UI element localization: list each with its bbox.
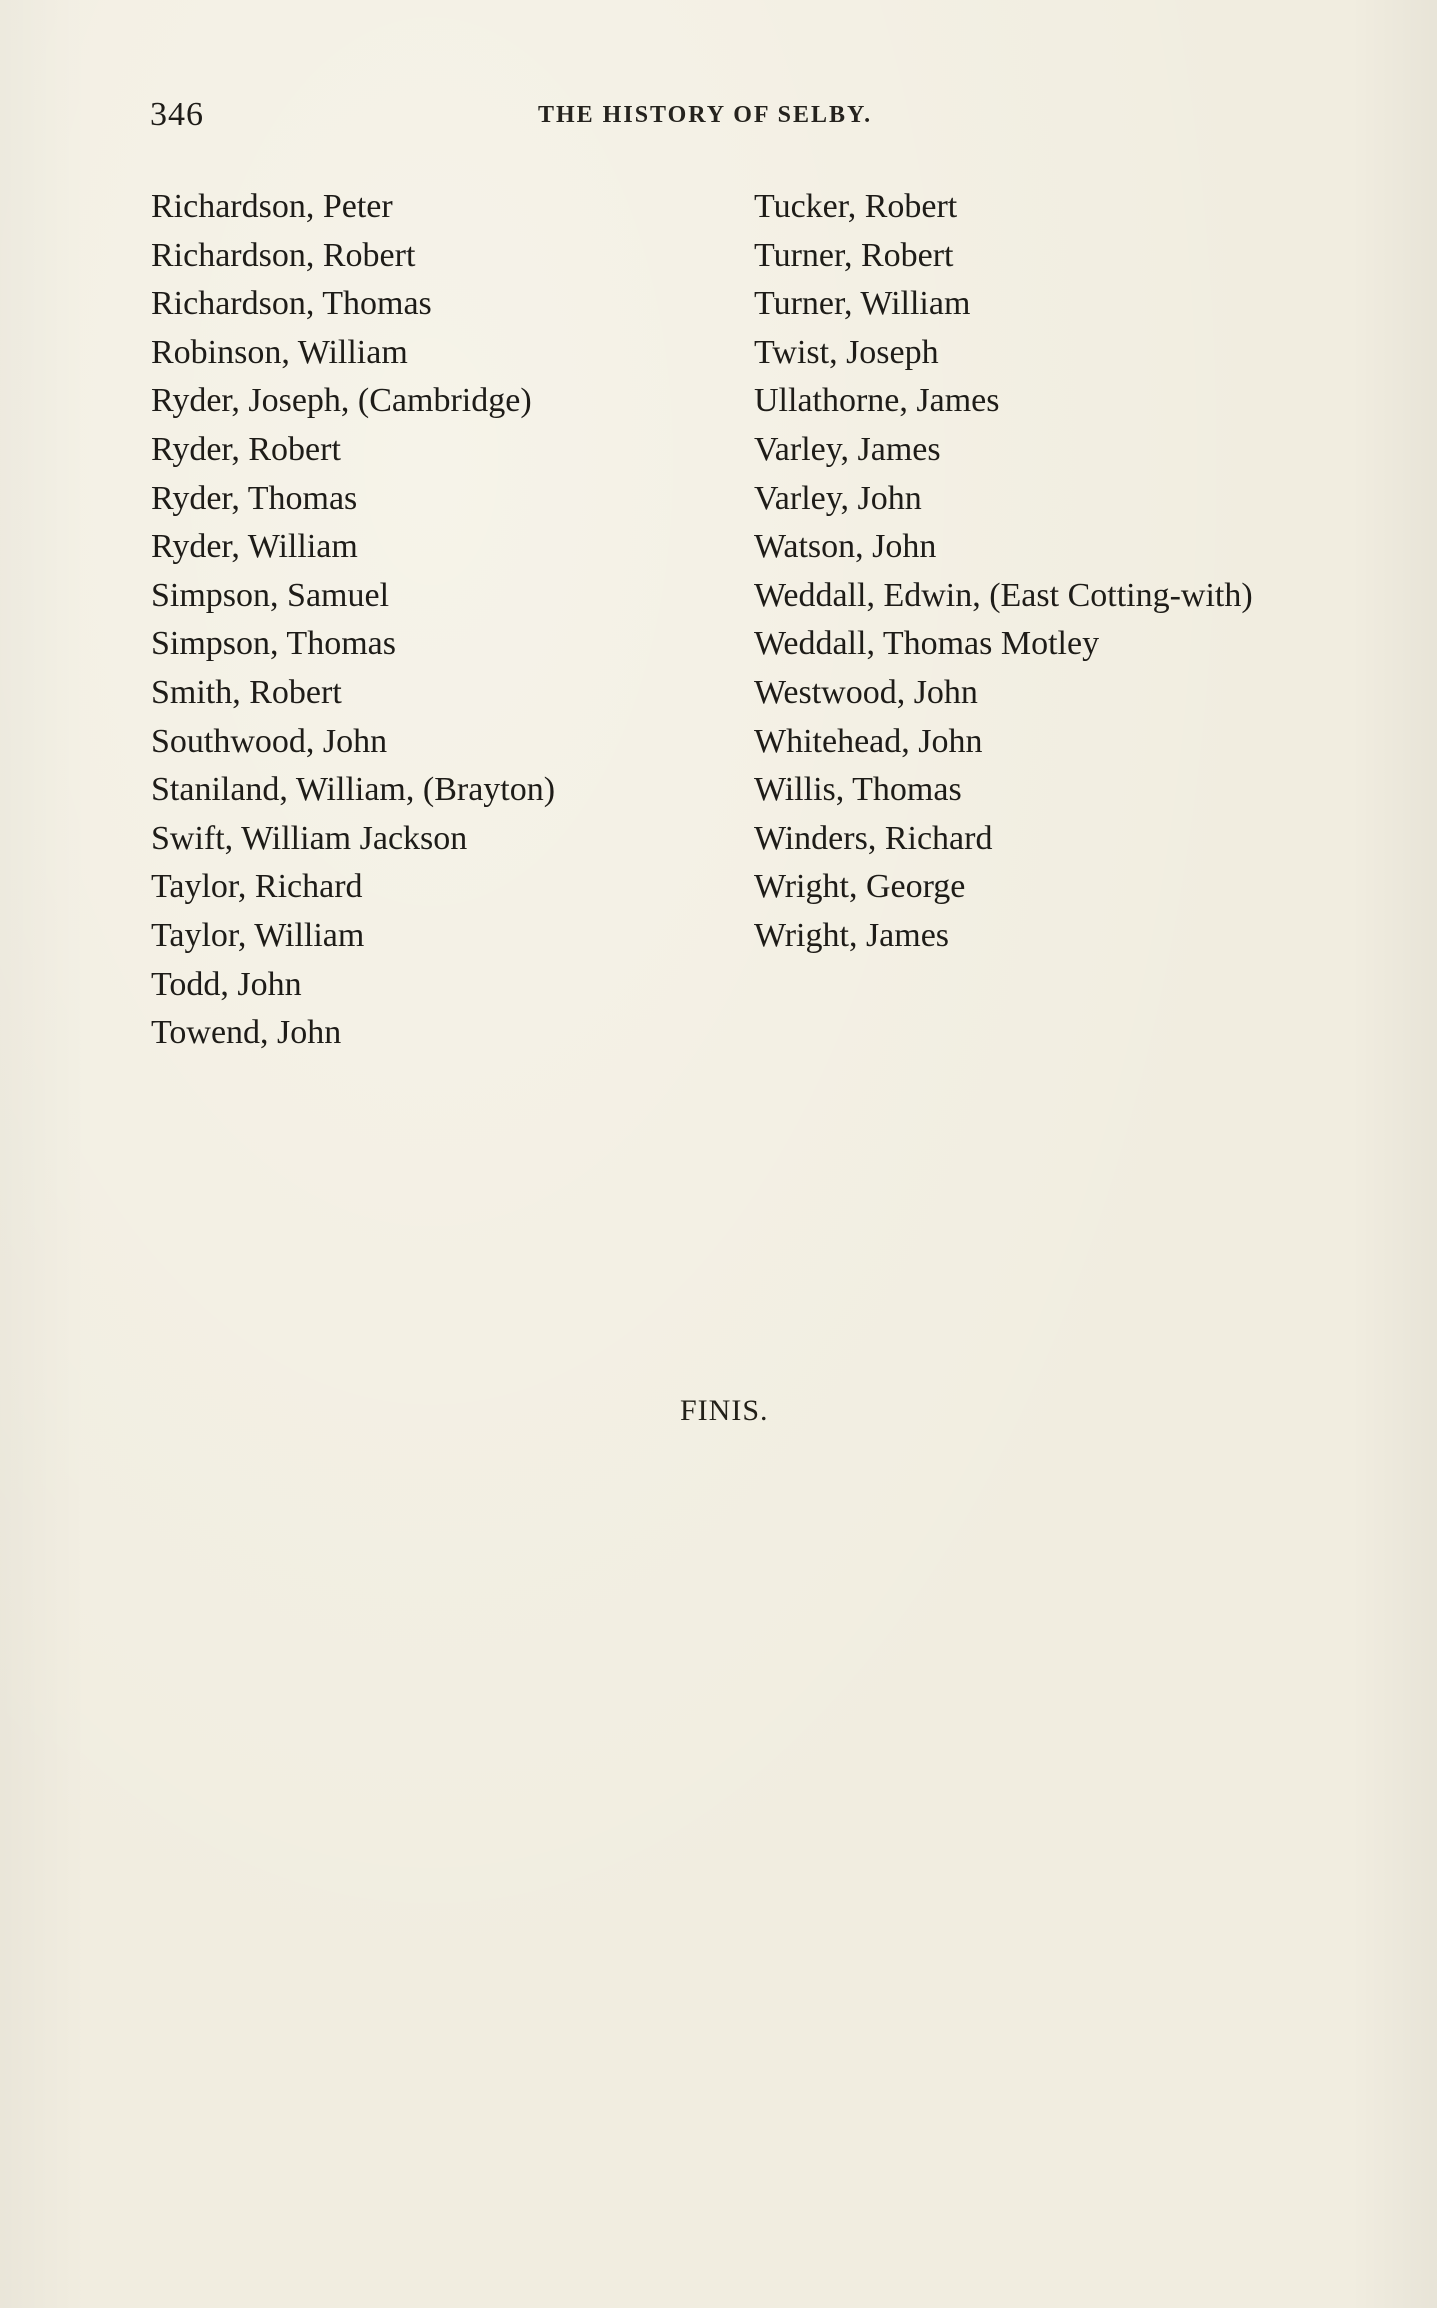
list-item: Simpson, Samuel (151, 576, 390, 614)
finis-label: FINIS. (680, 1394, 769, 1427)
list-item: Weddall, Edwin, (East Cotting-with) (754, 576, 1253, 614)
list-item: Ryder, William (151, 528, 358, 566)
list-item: Weddall, Thomas Motley (754, 625, 1100, 663)
subscriber-list-left (151, 183, 711, 1058)
list-item: Ryder, Thomas (151, 479, 358, 517)
list-item: Swift, William Jackson (151, 819, 468, 857)
list-item: Watson, John (754, 528, 937, 566)
list-item: Varley, John (754, 479, 922, 517)
list-item: Turner, William (754, 285, 971, 323)
list-item: Smith, Robert (151, 673, 342, 711)
subscriber-list-right (754, 183, 1314, 961)
list-item: Tucker, Robert (754, 188, 958, 225)
list-item: Wright, George (754, 868, 966, 906)
list-item: Ryder, Robert (151, 430, 341, 468)
running-title: THE HISTORY OF SELBY. (538, 102, 873, 128)
list-item: Richardson, Robert (151, 236, 416, 274)
list-item: Willis, Thomas (754, 771, 962, 809)
list-item: Southwood, John (151, 722, 388, 760)
list-item: Todd, John (151, 965, 302, 1003)
list-item: Ryder, Joseph, (Cambridge) (151, 382, 532, 420)
list-item: Ullathorne, James (754, 382, 1000, 420)
list-item: Richardson, Thomas (151, 285, 432, 323)
list-item: Taylor, William (151, 916, 365, 954)
list-item: Winders, Richard (754, 819, 993, 857)
list-item: Simpson, Thomas (151, 625, 396, 663)
list-item: Wright, James (754, 916, 950, 954)
list-item: Turner, Robert (754, 236, 954, 274)
list-item: Twist, Joseph (754, 333, 939, 371)
list-item: Richardson, Peter (151, 188, 393, 225)
page-header (150, 96, 1310, 136)
list-item: Westwood, John (754, 673, 978, 711)
list-item: Taylor, Richard (151, 868, 363, 906)
list-item: Staniland, William, (Brayton) (151, 771, 556, 809)
list-item: Varley, James (754, 430, 941, 468)
list-item: Robinson, William (151, 333, 408, 371)
page-number: 346 (150, 96, 204, 133)
list-item: Towend, John (151, 1014, 342, 1052)
list-item: Whitehead, John (754, 722, 983, 760)
